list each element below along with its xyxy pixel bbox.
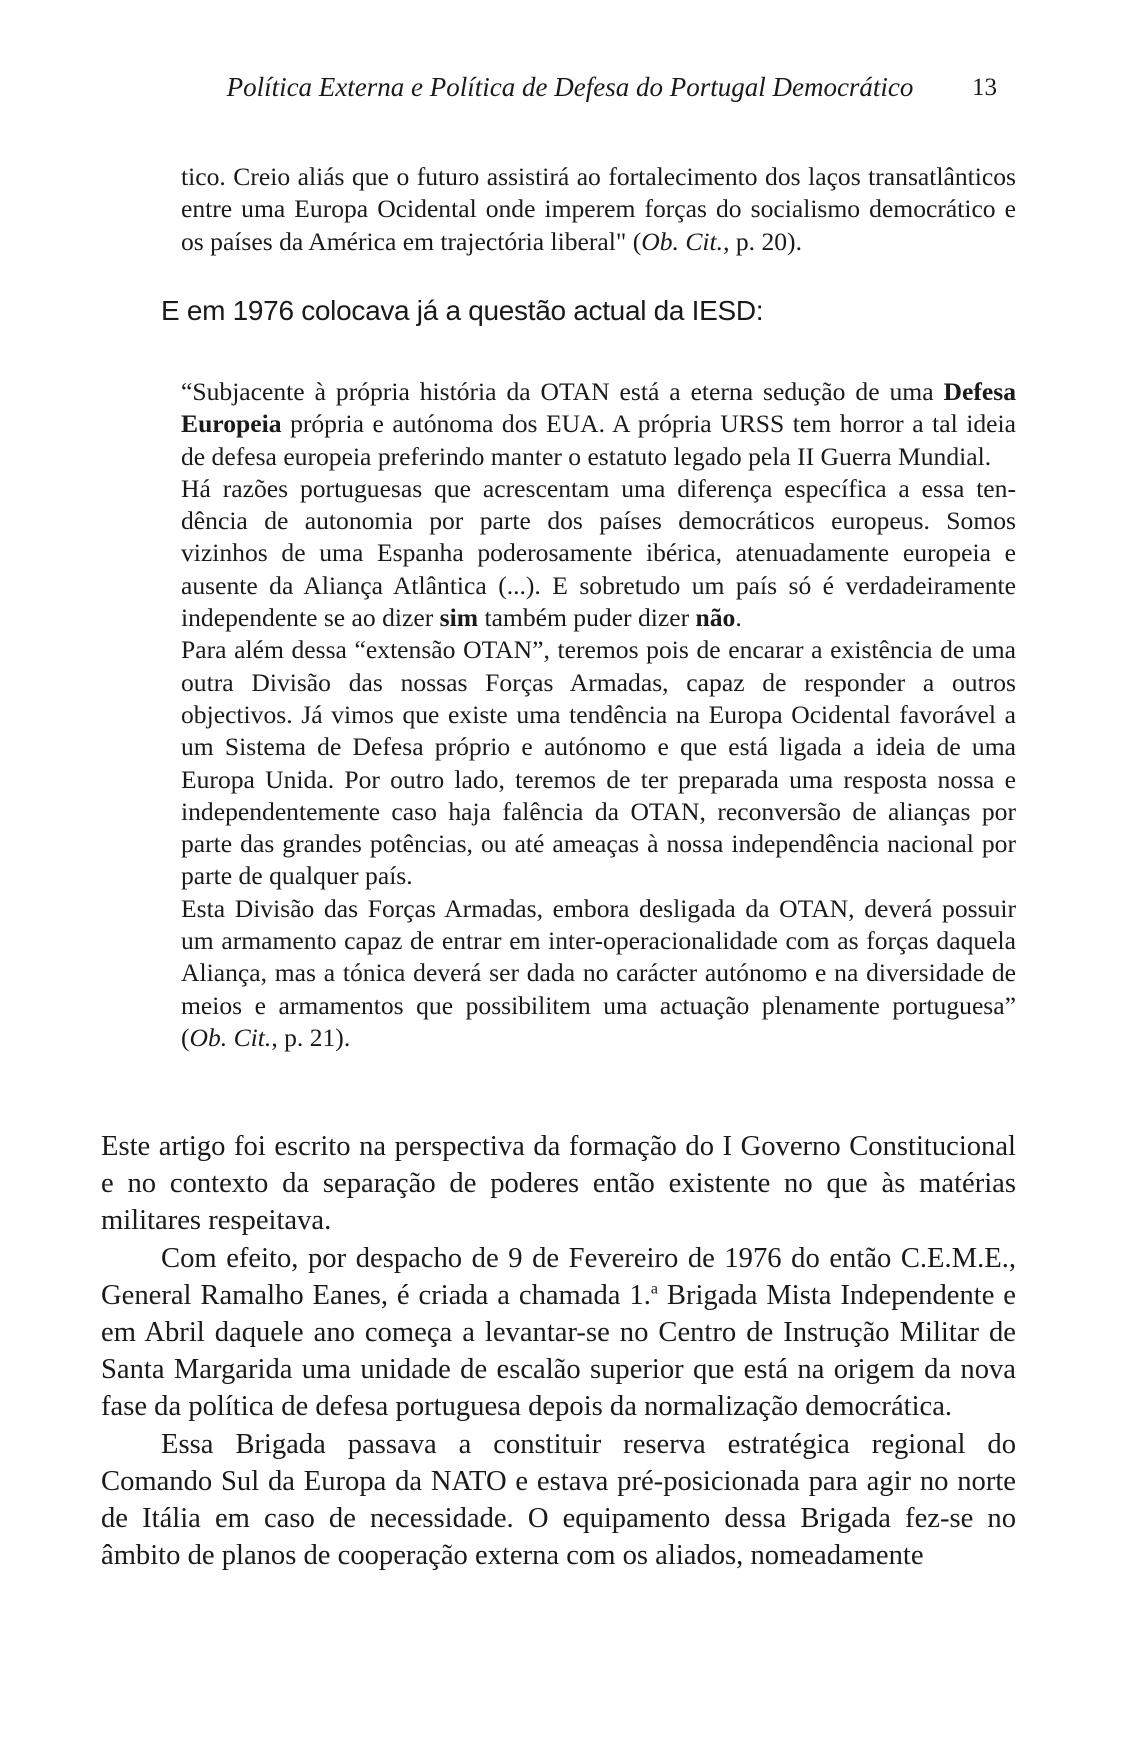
body-paragraph: Este artigo foi escrito na perspectiva da formação do I Governo Constitucional e no contexto da separação de poderes então existente no que às matérias militares respeitava. [101,1131,1016,1237]
page-number: 13 [972,74,997,101]
running-header: Política Externa e Política de Defesa do Portugal Democrático [226,72,914,102]
quote-paragraph: Para além dessa “extensão OTAN”, teremos pois de encarar a existência de uma outra Divisão das nossas Forças Armadas, capaz de responder a outros objectivos. Já vimos que existe uma tendência na Europa Ocidental favorável a um Sistema de Defesa próprio e autónomo e que está ligada a ideia de uma Europa Unida. Por outro lado, teremos de ter preparada uma resposta nossa e independentemente caso haja falência da OTAN, reconversão de alianças por parte das grandes potências, ou até ameaças à nossa independência nacional por parte de qualquer país. [181,635,1016,891]
intro-line: E em 1976 colocava já a questão actual da IESD: [161,295,764,326]
emphasis: não [695,603,736,633]
quote-paragraph: Esta Divisão das Forças Armadas, embora desligada da OTAN, deverá possuir um armamento capaz de entrar em inter-operacionalidade com as forças daquela Aliança, mas a tónica deverá ser dada no carácter autónomo e na diversidade de meios e armamentos que possibilitem uma actuação plenamente portuguesa” (Ob. Cit., p. 21). [181,893,1016,1052]
quote-paragraph: “Subjacente à própria história da OTAN está a eterna sedução de uma Defesa Europeia própria e autónoma dos EUA. A própria URSS tem horror a tal ideia de defesa europeia preferindo manter o estatuto legado pela II Guerra Mundial. [181,377,1016,471]
body-paragraph: Com efeito, por despacho de 9 de Fevereiro de 1976 do então C.E.M.E., General Ramalho Eanes, é criada a chamada 1.$^a$ Brigada Mista Independente e em Abril daquele ano começa a levantar-se no Centro de Instrução Militar de Santa Margarida uma unidade de escalão superior que está na origem da nova fase da política de defesa portuguesa depois da normalização democrática. [101,1242,1016,1423]
quote-paragraph: Há razões portuguesas que acrescentam uma diferença específica a essa tendência de autonomia por parte dos países democráticos europeus. Somos vizinhos de uma Espanha poderosamente ibérica, atenuadamente europeia e ausente da Aliança Atlântica (...). E sobretudo um país só é verdadeiramente independente se ao dizer sim também puder dizer não. [181,473,1016,633]
quote-block [181,376,1016,1054]
body-paragraph: Essa Brigada passava a constituir reserva estratégica regional do Comando Sul da Europa da NATO e estava pré-posicionada para agir no norte de Itália em caso de necessidade. O equipamento dessa Brigada fez-se no âmbito de planos de cooperação externa com os aliados, nomeadamente [101,1428,1016,1572]
body-text [101,1128,1016,1574]
quote-block-continued [181,161,1016,258]
emphasis: Defesa Europeia [181,377,1016,439]
ordinal-superscript: a [650,1280,658,1298]
emphasis: sim [439,603,479,633]
citation: Ob. Cit. [189,1022,272,1052]
citation: Ob. Cit. [641,226,724,256]
quote-paragraph: tico. Creio aliás que o futuro assistirá ao fortalecimento dos laços transatlânticos entre uma Europa Ocidental onde imperem forças do socialismo democrático e os países da América em trajectória liberal" (Ob. Cit., p. 20). [181,162,1016,256]
